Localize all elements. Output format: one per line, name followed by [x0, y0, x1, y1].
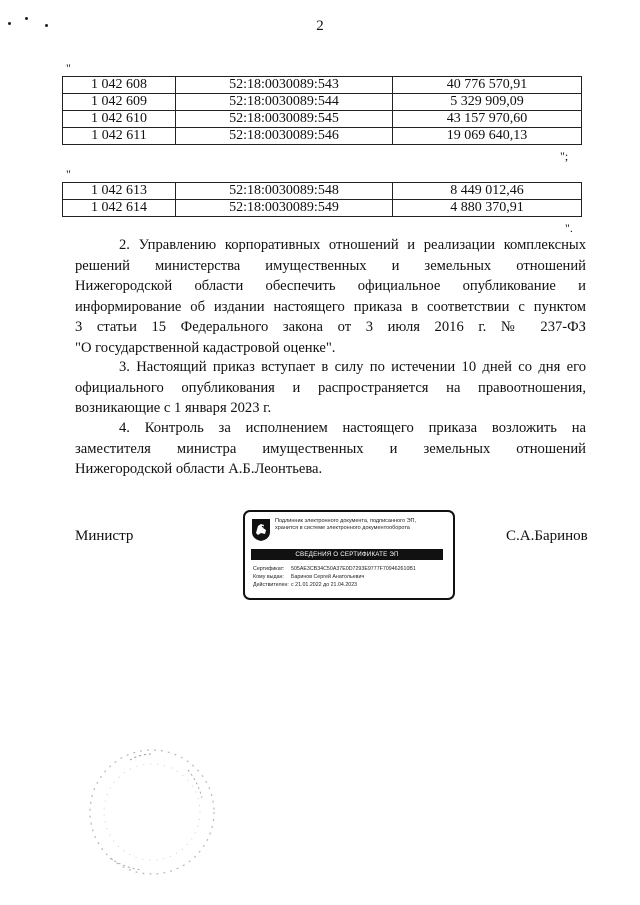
text-line: информирование об издании настоящего приказа в соответствии с пунктом	[75, 298, 586, 315]
table-row	[63, 94, 582, 111]
table-row	[63, 200, 582, 217]
table-row	[63, 183, 582, 200]
certificate-banner: СВЕДЕНИЯ О СЕРТИФИКАТЕ ЭП	[251, 549, 443, 560]
cadastral-number-cell: 52:18:0030089:543	[176, 77, 393, 94]
opening-quote-mark: "	[66, 61, 71, 75]
cadastral-number-cell: 52:18:0030089:544	[176, 94, 393, 111]
record-number-cell: 1 042 610	[63, 111, 176, 128]
cadastral-value-cell: 8 449 012,46	[393, 183, 582, 200]
record-number-cell: 1 042 613	[63, 183, 176, 200]
record-number-cell: 1 042 611	[63, 128, 176, 145]
record-number-cell: 1 042 608	[63, 77, 176, 94]
paragraph-2	[75, 235, 586, 358]
closing-quote-mark: ";	[560, 149, 569, 163]
text-line: 3. Настоящий приказ вступает в силу по истечении 10 дней со дня его	[119, 359, 586, 375]
record-number-cell: 1 042 609	[63, 94, 176, 111]
paragraph-4	[75, 418, 586, 480]
certificate-label: Сертификат:	[253, 566, 285, 572]
cadastral-value-cell: 40 776 570,91	[393, 77, 582, 94]
issued-to-value: Баринов Сергей Анатольевич	[291, 574, 365, 580]
stamp-header-line: хранится в системе электронного документооборота	[275, 525, 410, 531]
certificate-row	[253, 566, 449, 573]
paragraph-3	[75, 357, 586, 419]
cadastral-value-cell: 19 069 640,13	[393, 128, 582, 145]
cadastral-value-cell: 43 157 970,60	[393, 111, 582, 128]
text-line: возникающие с 1 января 2023 г.	[75, 400, 272, 416]
page-number: 2	[316, 18, 324, 34]
coat-of-arms-icon	[251, 518, 271, 542]
faded-seal-stamp	[80, 740, 225, 885]
text-line: 4. Контроль за исполнением настоящего приказа возложить на	[119, 420, 586, 436]
cadastral-number-cell: 52:18:0030089:545	[176, 111, 393, 128]
issued-to-label: Кому выдан:	[253, 574, 284, 580]
record-number-cell: 1 042 614	[63, 200, 176, 217]
certificate-value: 505AE3CB34C50A37E0D7293E9777F709462610B1	[291, 566, 416, 572]
cadastral-value-cell: 4 880 370,91	[393, 200, 582, 217]
cadastral-value-table	[62, 182, 582, 217]
text-line: решений министерства имущественных и земельных отношений	[75, 257, 586, 274]
cadastral-value-table	[62, 76, 582, 145]
signatory-name: С.А.Баринов	[506, 528, 588, 544]
closing-quote-mark: ".	[565, 221, 573, 235]
stamp-header	[275, 518, 447, 532]
text-line: Нижегородской области обеспечить официальное опубликование и	[75, 278, 586, 294]
issued-to-row	[253, 574, 449, 581]
cadastral-number-cell: 52:18:0030089:546	[176, 128, 393, 145]
validity-value: с 21.01.2022 до 21.04.2023	[291, 582, 358, 588]
table-row	[63, 77, 582, 94]
signatory-position: Министр	[75, 528, 134, 544]
text-line: официального опубликования и распространяется на правоотношения,	[75, 379, 586, 396]
electronic-signature-stamp	[243, 510, 455, 600]
cadastral-number-cell: 52:18:0030089:548	[176, 183, 393, 200]
stamp-header-line: Подлинник электронного документа, подписанного ЭП,	[275, 518, 417, 524]
text-line: заместителя министра имущественных и земельных отношений	[75, 440, 586, 457]
text-line: "О государственной кадастровой оценке".	[75, 339, 336, 356]
cadastral-number-cell: 52:18:0030089:549	[176, 200, 393, 217]
table-row	[63, 128, 582, 145]
text-line: Нижегородской области А.Б.Леонтьева.	[75, 461, 323, 477]
text-line: 3 статьи 15 Федерального закона от 3 июля 2016 г. № 237-ФЗ	[75, 319, 586, 335]
validity-row	[253, 582, 449, 589]
cadastral-value-cell: 5 329 909,09	[393, 94, 582, 111]
validity-label: Действителен:	[253, 582, 289, 588]
table-row	[63, 111, 582, 128]
opening-quote-mark: "	[66, 167, 71, 181]
text-line: 2. Управлению корпоративных отношений и реализации комплексных	[119, 237, 586, 253]
